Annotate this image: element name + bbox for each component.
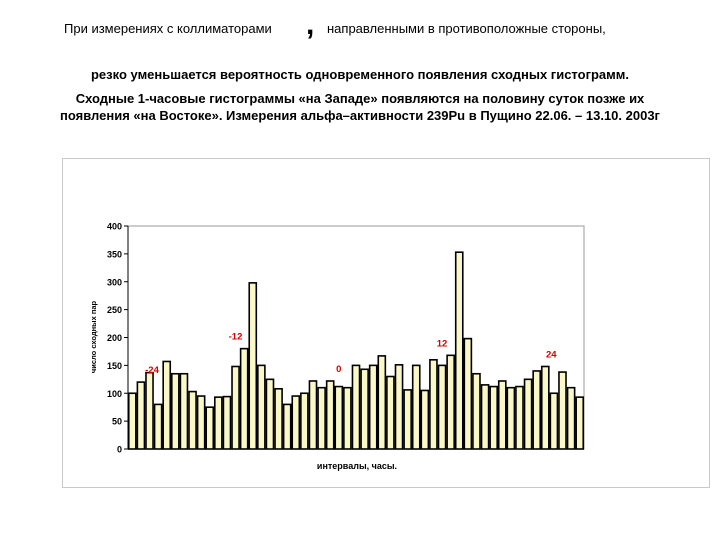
- bar: [266, 379, 273, 449]
- y-tick-label: 100: [106, 388, 122, 399]
- y-tick-label: 0: [116, 444, 122, 455]
- bar: [129, 393, 136, 449]
- bar: [172, 374, 179, 449]
- bar: [482, 385, 489, 449]
- bar: [378, 356, 385, 449]
- bar: [490, 387, 497, 449]
- bar: [464, 339, 471, 449]
- bar: [344, 388, 351, 449]
- peak-annotation: 24: [546, 349, 557, 361]
- bar: [206, 407, 213, 449]
- heading-line-2: резко уменьшается вероятность одновременного появления сходных гистограмм.: [90, 67, 629, 82]
- bar: [447, 355, 454, 449]
- y-tick-label: 150: [106, 360, 122, 371]
- bar: [189, 392, 196, 449]
- bar: [352, 365, 359, 449]
- bar: [215, 397, 222, 449]
- bar: [473, 374, 480, 449]
- bar: [404, 390, 411, 449]
- y-tick-label: 200: [106, 333, 122, 343]
- bar: [525, 379, 532, 449]
- y-tick-label: 400: [106, 221, 122, 232]
- bar: [137, 382, 144, 449]
- bar: [249, 283, 256, 449]
- bar: [550, 393, 557, 449]
- peak-annotation: -24: [145, 365, 159, 377]
- peak-annotation: 12: [436, 338, 448, 350]
- bar: [533, 371, 540, 449]
- bar: [232, 366, 239, 449]
- bar: [180, 374, 187, 449]
- bar: [309, 381, 316, 449]
- bar: [430, 360, 437, 449]
- bar: [576, 397, 583, 449]
- heading-part-1: При измерениях с коллиматорами: [64, 21, 272, 36]
- bar: [301, 393, 308, 449]
- y-tick-label: 250: [106, 305, 122, 316]
- bar: [292, 396, 299, 449]
- bar: [258, 365, 265, 449]
- peak-annotation: -12: [228, 331, 243, 343]
- bar: [421, 390, 428, 449]
- bar: [335, 387, 342, 449]
- bar: [223, 397, 230, 449]
- bar: [542, 366, 549, 449]
- bar: [499, 381, 506, 449]
- heading-line-3: Сходные 1-часовые гистограммы «на Западе» появляются на половину суток позже их появления «на Востоке». Измерения альфа–активности 239Pu в Пущино 22.06. – 13.10. 2003г: [60, 91, 660, 123]
- bar: [387, 377, 394, 449]
- bar: [198, 396, 205, 449]
- peak-annotation: 0: [336, 364, 342, 375]
- heading-comma: ,: [306, 8, 315, 41]
- bar: [559, 372, 566, 449]
- bar: [370, 365, 377, 449]
- bar: [241, 349, 248, 449]
- bar: [516, 387, 523, 449]
- bar: [284, 404, 291, 449]
- bar: [507, 388, 514, 449]
- bar: [568, 388, 575, 449]
- bar: [146, 373, 153, 449]
- bar: [163, 361, 170, 449]
- y-tick-label: 50: [111, 416, 122, 427]
- bar: [155, 404, 162, 449]
- y-tick-label: 350: [106, 249, 122, 260]
- bar: [395, 365, 402, 449]
- bar: [361, 369, 368, 449]
- bar: [275, 389, 282, 449]
- bar: [439, 365, 446, 449]
- x-axis-title: интервалы, часы.: [316, 461, 398, 471]
- bar: [327, 381, 334, 449]
- heading-part-2: направленными в противоположные стороны,: [327, 21, 606, 36]
- y-tick-label: 300: [106, 277, 122, 288]
- bar: [456, 252, 463, 449]
- y-axis-title: число сходных пар: [89, 300, 98, 374]
- bar: [413, 365, 420, 449]
- bar: [318, 388, 325, 449]
